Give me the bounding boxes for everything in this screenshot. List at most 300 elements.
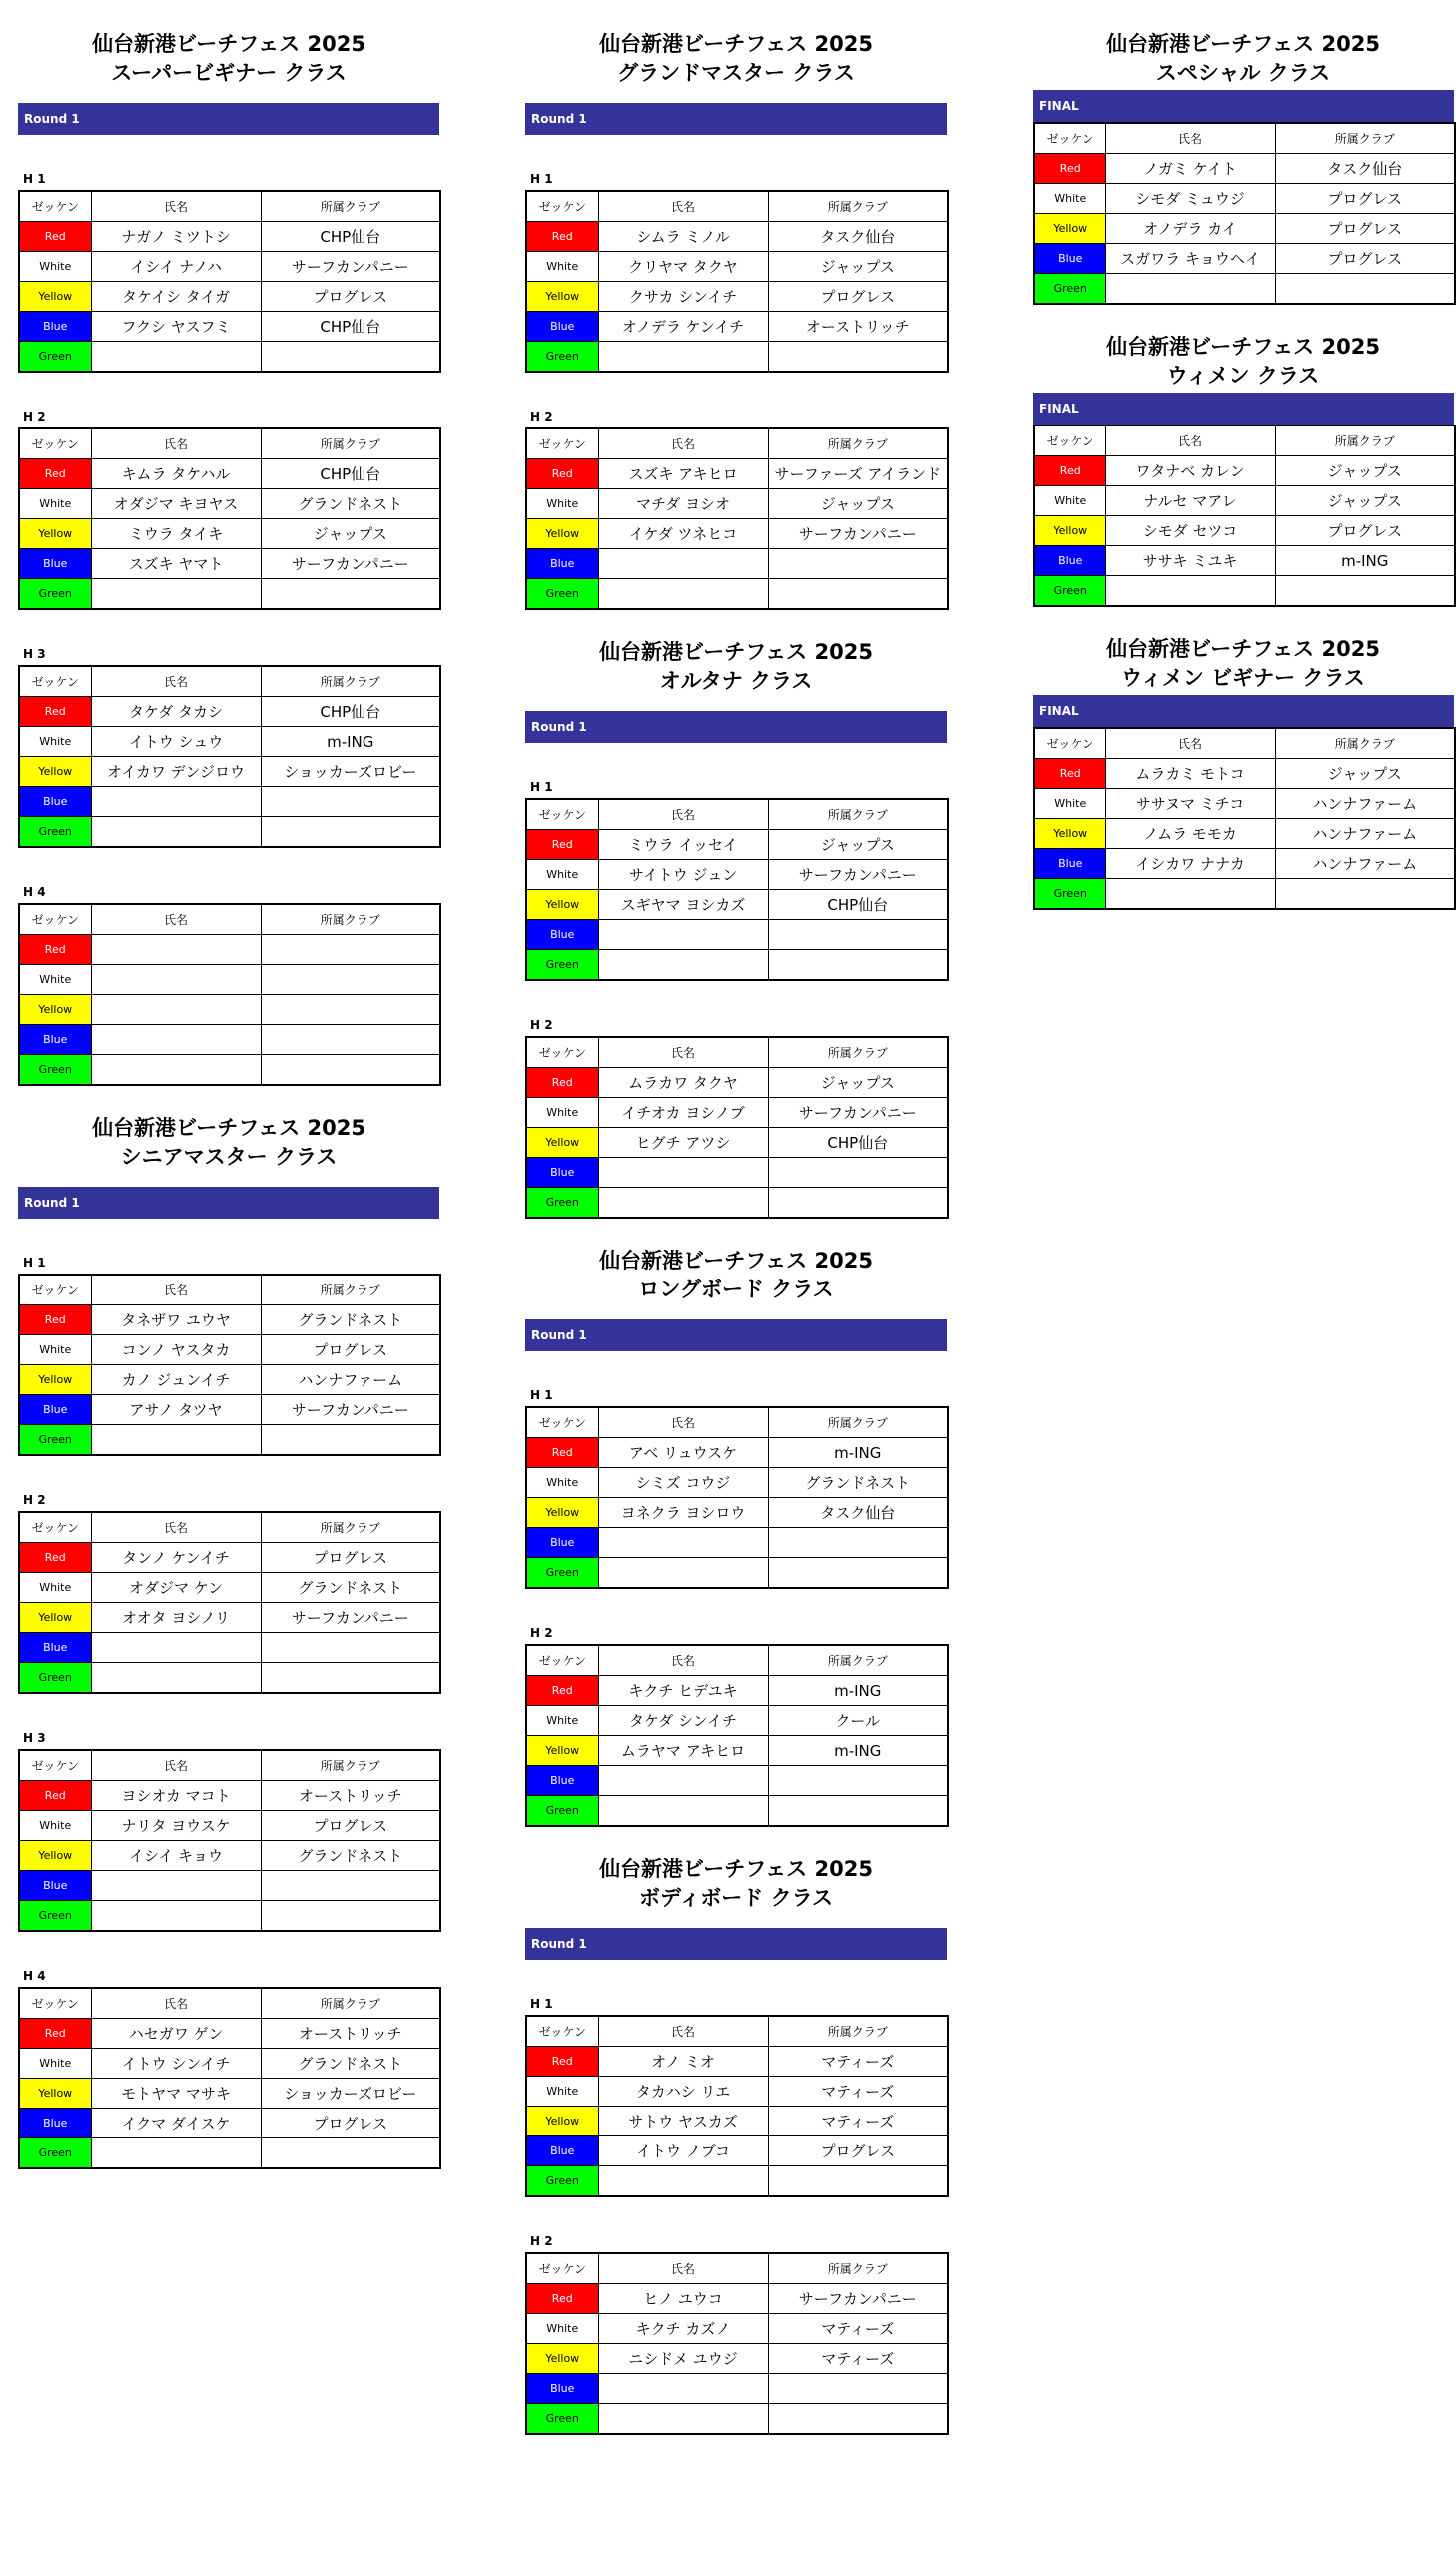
table-row — [1034, 849, 1455, 879]
surfer-name: タカハシ リエ — [598, 2077, 768, 2107]
table-row — [19, 1901, 440, 1932]
club-name — [261, 1025, 440, 1055]
class-title: グランドマスター クラス — [617, 61, 855, 85]
club-name: プログレス — [261, 1811, 440, 1841]
name-header: 氏名 — [598, 1037, 768, 1068]
table-row — [526, 282, 948, 312]
section-title — [18, 1114, 439, 1172]
event-title: 仙台新港ビーチフェス 2025 — [92, 32, 365, 56]
surfer-name: タケイシ タイガ — [91, 282, 261, 312]
table-row — [526, 252, 948, 282]
table-row — [1034, 274, 1455, 305]
heat-block — [1033, 122, 1454, 305]
surfer-name — [598, 1558, 768, 1589]
bib-color-red: Red — [19, 935, 91, 965]
club-name — [768, 920, 948, 950]
club-name: ジャップス — [768, 489, 948, 519]
bib-color-red: Red — [526, 2284, 598, 2314]
bib-header: ゼッケン — [526, 1407, 598, 1438]
table-row — [526, 890, 948, 920]
club-name: ジャップス — [1275, 456, 1455, 486]
club-name: ショッカーズロビー — [261, 757, 440, 787]
table-header-row — [19, 1750, 440, 1781]
table-row — [1034, 486, 1455, 516]
bib-color-red: Red — [19, 459, 91, 489]
table-header-row — [19, 428, 440, 459]
table-row — [19, 727, 440, 757]
heat-table — [18, 665, 441, 848]
name-header: 氏名 — [91, 191, 261, 222]
surfer-name — [91, 2138, 261, 2169]
table-row — [19, 1633, 440, 1663]
heat-label: H 1 — [23, 172, 46, 186]
table-header-row — [526, 428, 948, 459]
bib-header: ゼッケン — [1034, 426, 1105, 456]
bib-color-red: Red — [19, 1305, 91, 1335]
table-row — [526, 342, 948, 373]
table-row — [19, 757, 440, 787]
table-row — [1034, 214, 1455, 244]
table-row — [526, 2314, 948, 2344]
table-header-row — [19, 1988, 440, 2019]
club-header: 所属クラブ — [261, 191, 440, 222]
surfer-name: モトヤマ マサキ — [91, 2079, 261, 2109]
table-row — [19, 1305, 440, 1335]
bib-header: ゼッケン — [526, 1037, 598, 1068]
heat-table — [1033, 425, 1456, 607]
table-header-row — [526, 2253, 948, 2284]
club-name: プログレス — [261, 282, 440, 312]
surfer-name — [91, 935, 261, 965]
bib-color-blue: Blue — [19, 787, 91, 817]
heat-table — [525, 2015, 949, 2197]
name-header: 氏名 — [91, 1275, 261, 1305]
table-row — [19, 1055, 440, 1086]
bib-color-green: Green — [19, 817, 91, 848]
surfer-name — [91, 579, 261, 610]
table-row — [19, 459, 440, 489]
surfer-name — [598, 1766, 768, 1796]
table-row — [19, 282, 440, 312]
table-header-row — [526, 1037, 948, 1068]
club-name — [768, 1558, 948, 1589]
surfer-name: ワタナベ カレン — [1105, 456, 1275, 486]
heat-table — [18, 190, 441, 373]
bib-color-yellow: Yellow — [19, 2079, 91, 2109]
bib-color-yellow: Yellow — [19, 282, 91, 312]
table-row — [19, 2019, 440, 2049]
surfer-name — [598, 950, 768, 981]
section-title — [525, 1247, 947, 1304]
table-header-row — [19, 666, 440, 697]
bib-color-red: Red — [19, 2019, 91, 2049]
bib-header: ゼッケン — [19, 1750, 91, 1781]
round-banner: Round 1 — [525, 1928, 947, 1960]
club-name — [768, 2166, 948, 2197]
club-name: タスク仙台 — [1275, 154, 1455, 184]
table-row — [19, 1781, 440, 1811]
bib-header: ゼッケン — [19, 904, 91, 935]
club-name: プログレス — [261, 1335, 440, 1365]
club-name — [768, 2374, 948, 2404]
surfer-name: オノ ミオ — [598, 2047, 768, 2077]
surfer-name — [91, 1055, 261, 1086]
table-row — [526, 920, 948, 950]
club-name — [768, 1528, 948, 1558]
table-row — [526, 579, 948, 610]
bib-color-green: Green — [1034, 274, 1105, 305]
surfer-name: クサカ シンイチ — [598, 282, 768, 312]
club-header: 所属クラブ — [261, 1750, 440, 1781]
table-row — [1034, 516, 1455, 546]
surfer-name: タネザワ ユウヤ — [91, 1305, 261, 1335]
club-name: ハンナファーム — [1275, 819, 1455, 849]
heat-label: H 4 — [23, 1969, 46, 1983]
table-row — [526, 1558, 948, 1589]
bib-color-blue: Blue — [526, 1158, 598, 1188]
bib-color-red: Red — [1034, 759, 1105, 789]
table-row — [526, 1498, 948, 1528]
club-name: CHP仙台 — [261, 312, 440, 342]
bib-color-white: White — [526, 1098, 598, 1128]
surfer-name: ササキ ミユキ — [1105, 546, 1275, 576]
heat-block — [525, 172, 947, 373]
surfer-name: イクマ ダイスケ — [91, 2109, 261, 2138]
round-banner: FINAL — [1033, 393, 1454, 425]
table-header-row — [526, 191, 948, 222]
club-name: CHP仙台 — [768, 890, 948, 920]
heat-label: H 1 — [530, 1997, 553, 2011]
class-title: スペシャル クラス — [1155, 61, 1331, 85]
table-row — [19, 817, 440, 848]
club-name: CHP仙台 — [261, 459, 440, 489]
table-row — [19, 965, 440, 995]
heat-table — [18, 1274, 441, 1456]
heat-block — [525, 410, 947, 610]
table-row — [19, 787, 440, 817]
bib-color-green: Green — [1034, 879, 1105, 910]
surfer-name: オダジマ キヨヤス — [91, 489, 261, 519]
class-title: シニアマスター クラス — [120, 1145, 338, 1169]
heat-block — [525, 1997, 947, 2197]
table-row — [19, 1543, 440, 1573]
club-name: ジャップス — [768, 252, 948, 282]
bib-color-white: White — [526, 860, 598, 890]
surfer-name — [91, 965, 261, 995]
heat-block — [525, 1018, 947, 1219]
class-section — [1033, 333, 1454, 607]
surfer-name: キムラ タケハル — [91, 459, 261, 489]
club-name: プログレス — [1275, 516, 1455, 546]
surfer-name: ナルセ マアレ — [1105, 486, 1275, 516]
name-header: 氏名 — [598, 1407, 768, 1438]
surfer-name: ムラヤマ アキヒロ — [598, 1736, 768, 1766]
club-header: 所属クラブ — [261, 428, 440, 459]
event-title: 仙台新港ビーチフェス 2025 — [1106, 32, 1380, 56]
club-name: CHP仙台 — [261, 697, 440, 727]
table-row — [526, 549, 948, 579]
surfer-name: コンノ ヤスタカ — [91, 1335, 261, 1365]
club-header: 所属クラブ — [768, 1407, 948, 1438]
surfer-name: タケダ タカシ — [91, 697, 261, 727]
class-section — [525, 1247, 947, 1827]
table-row — [19, 222, 440, 252]
heat-table — [1033, 122, 1456, 305]
name-header: 氏名 — [598, 1645, 768, 1676]
table-row — [19, 697, 440, 727]
table-row — [19, 1663, 440, 1694]
bib-color-white: White — [1034, 789, 1105, 819]
table-row — [526, 312, 948, 342]
bib-color-white: White — [19, 1811, 91, 1841]
name-header: 氏名 — [91, 1750, 261, 1781]
heat-table — [1033, 727, 1456, 910]
club-name: マティーズ — [768, 2107, 948, 2136]
club-name: サーファーズ アイランド — [768, 459, 948, 489]
round-banner: FINAL — [1033, 695, 1454, 727]
table-row — [1034, 546, 1455, 576]
bib-color-white: White — [19, 2049, 91, 2079]
bib-color-blue: Blue — [19, 549, 91, 579]
bib-color-white: White — [19, 252, 91, 282]
table-row — [526, 519, 948, 549]
surfer-name: イトウ シンイチ — [91, 2049, 261, 2079]
round-banner: Round 1 — [525, 1319, 947, 1351]
heat-label: H 2 — [530, 2234, 553, 2248]
club-header: 所属クラブ — [768, 1645, 948, 1676]
heat-label: H 3 — [23, 1731, 46, 1745]
heat-block — [525, 2234, 947, 2435]
surfer-name — [598, 920, 768, 950]
heat-label: H 1 — [530, 1388, 553, 1402]
club-name: ハンナファーム — [261, 1365, 440, 1395]
name-header: 氏名 — [91, 1512, 261, 1543]
heat-block — [18, 1493, 439, 1694]
name-header: 氏名 — [1105, 123, 1275, 154]
bib-color-white: White — [526, 1706, 598, 1736]
surfer-name: ムラカミ モトコ — [1105, 759, 1275, 789]
heat-label: H 2 — [23, 410, 46, 424]
surfer-name: ヒノ ユウコ — [598, 2284, 768, 2314]
event-title: 仙台新港ビーチフェス 2025 — [599, 32, 873, 56]
bib-header: ゼッケン — [526, 428, 598, 459]
club-name: プログレス — [1275, 244, 1455, 274]
club-name: タスク仙台 — [768, 222, 948, 252]
bib-color-green: Green — [526, 1188, 598, 1219]
club-header: 所属クラブ — [768, 428, 948, 459]
surfer-name — [91, 1025, 261, 1055]
club-name — [261, 579, 440, 610]
club-name: オーストリッチ — [768, 312, 948, 342]
table-row — [526, 489, 948, 519]
surfer-name: ノガミ ケイト — [1105, 154, 1275, 184]
class-section — [18, 1114, 439, 2169]
table-row — [1034, 154, 1455, 184]
heat-label: H 1 — [530, 172, 553, 186]
round-banner: FINAL — [1033, 90, 1454, 122]
surfer-name — [91, 1633, 261, 1663]
surfer-name: アベ リュウスケ — [598, 1438, 768, 1468]
bib-header: ゼッケン — [19, 428, 91, 459]
round-banner: Round 1 — [525, 711, 947, 743]
club-name: ショッカーズロビー — [261, 2079, 440, 2109]
table-row — [1034, 244, 1455, 274]
bib-color-yellow: Yellow — [526, 519, 598, 549]
surfer-name: スギヤマ ヨシカズ — [598, 890, 768, 920]
bib-color-blue: Blue — [526, 312, 598, 342]
club-name — [1275, 274, 1455, 305]
table-header-row — [1034, 123, 1455, 154]
bib-color-blue: Blue — [526, 549, 598, 579]
club-name — [261, 1055, 440, 1086]
surfer-name: スズキ アキヒロ — [598, 459, 768, 489]
event-title: 仙台新港ビーチフェス 2025 — [1106, 637, 1380, 661]
table-row — [526, 1736, 948, 1766]
club-name: サーフカンパニー — [768, 860, 948, 890]
surfer-name — [598, 579, 768, 610]
heat-label: H 3 — [23, 647, 46, 661]
club-name — [261, 965, 440, 995]
club-name: マティーズ — [768, 2077, 948, 2107]
bib-color-white: White — [1034, 486, 1105, 516]
surfer-name — [1105, 576, 1275, 607]
club-name: m-ING — [261, 727, 440, 757]
club-name — [768, 549, 948, 579]
heat-block — [1033, 727, 1454, 910]
bib-color-blue: Blue — [526, 2136, 598, 2166]
bib-color-blue: Blue — [19, 312, 91, 342]
table-row — [526, 2344, 948, 2374]
event-title: 仙台新港ビーチフェス 2025 — [599, 1249, 873, 1273]
club-name: ジャップス — [261, 519, 440, 549]
table-row — [19, 519, 440, 549]
bib-color-blue: Blue — [526, 1766, 598, 1796]
bib-header: ゼッケン — [19, 1275, 91, 1305]
table-header-row — [526, 1645, 948, 1676]
club-name: プログレス — [261, 1543, 440, 1573]
bib-color-white: White — [19, 1573, 91, 1603]
club-name — [1275, 879, 1455, 910]
bib-color-red: Red — [526, 222, 598, 252]
bib-color-white: White — [526, 2314, 598, 2344]
club-name: サーフカンパニー — [261, 252, 440, 282]
bib-color-red: Red — [526, 1438, 598, 1468]
surfer-name — [91, 787, 261, 817]
club-name: クール — [768, 1706, 948, 1736]
table-row — [19, 579, 440, 610]
heat-block — [525, 1626, 947, 1827]
heat-label: H 4 — [23, 885, 46, 899]
table-header-row — [526, 799, 948, 830]
bib-color-yellow: Yellow — [526, 1736, 598, 1766]
bib-color-yellow: Yellow — [1034, 214, 1105, 244]
surfer-name: カノ ジュンイチ — [91, 1365, 261, 1395]
table-row — [19, 342, 440, 373]
club-name: マティーズ — [768, 2047, 948, 2077]
bib-color-blue: Blue — [19, 1633, 91, 1663]
bib-color-red: Red — [19, 1543, 91, 1573]
table-row — [19, 1841, 440, 1871]
surfer-name: クリヤマ タクヤ — [598, 252, 768, 282]
heat-label: H 2 — [23, 1493, 46, 1507]
club-name: プログレス — [1275, 184, 1455, 214]
club-name: m-ING — [768, 1676, 948, 1706]
table-row — [19, 2079, 440, 2109]
bib-color-yellow: Yellow — [526, 1498, 598, 1528]
surfer-name: オノデラ カイ — [1105, 214, 1275, 244]
class-section — [525, 638, 947, 1219]
round-banner: Round 1 — [525, 103, 947, 135]
bib-color-green: Green — [1034, 576, 1105, 607]
table-row — [526, 2284, 948, 2314]
name-header: 氏名 — [598, 2253, 768, 2284]
table-row — [19, 1573, 440, 1603]
table-row — [526, 2107, 948, 2136]
surfer-name: キクチ カズノ — [598, 2314, 768, 2344]
heat-table — [525, 798, 949, 981]
heat-block — [525, 1388, 947, 1589]
club-name: マティーズ — [768, 2314, 948, 2344]
bib-color-green: Green — [526, 2404, 598, 2435]
table-row — [19, 549, 440, 579]
table-row — [526, 2166, 948, 2197]
club-name: プログレス — [1275, 214, 1455, 244]
table-row — [19, 252, 440, 282]
bib-color-yellow: Yellow — [19, 1365, 91, 1395]
bib-color-green: Green — [526, 950, 598, 981]
table-row — [19, 935, 440, 965]
surfer-name — [1105, 879, 1275, 910]
surfer-name: イトウ ノブコ — [598, 2136, 768, 2166]
surfer-name: オダジマ ケン — [91, 1573, 261, 1603]
club-name: m-ING — [768, 1736, 948, 1766]
surfer-name: オイカワ デンジロウ — [91, 757, 261, 787]
club-name: ジャップス — [1275, 759, 1455, 789]
club-name: グランドネスト — [261, 1841, 440, 1871]
table-row — [1034, 456, 1455, 486]
bib-color-yellow: Yellow — [526, 1128, 598, 1158]
class-title: オルタナ クラス — [659, 669, 813, 693]
name-header: 氏名 — [598, 191, 768, 222]
table-row — [19, 1811, 440, 1841]
surfer-name: オノデラ ケンイチ — [598, 312, 768, 342]
table-row — [19, 2109, 440, 2138]
club-header: 所属クラブ — [1275, 426, 1455, 456]
surfer-name: サトウ ヤスカズ — [598, 2107, 768, 2136]
heat-table — [525, 1036, 949, 1219]
surfer-name: マチダ ヨシオ — [598, 489, 768, 519]
bib-header: ゼッケン — [526, 799, 598, 830]
bib-header: ゼッケン — [526, 2253, 598, 2284]
section-title — [1033, 30, 1454, 88]
bib-header: ゼッケン — [1034, 123, 1105, 154]
bib-color-white: White — [526, 252, 598, 282]
surfer-name: タケダ シンイチ — [598, 1706, 768, 1736]
round-banner: Round 1 — [18, 1187, 439, 1219]
club-header: 所属クラブ — [768, 2253, 948, 2284]
club-name: グランドネスト — [261, 1305, 440, 1335]
heat-block — [525, 780, 947, 981]
bib-color-white: White — [19, 965, 91, 995]
bib-color-green: Green — [19, 1663, 91, 1694]
club-name: マティーズ — [768, 2344, 948, 2374]
club-name: サーフカンパニー — [768, 519, 948, 549]
bib-color-red: Red — [19, 222, 91, 252]
table-row — [19, 1395, 440, 1425]
table-row — [526, 2047, 948, 2077]
bib-color-blue: Blue — [19, 1871, 91, 1901]
surfer-name — [598, 1158, 768, 1188]
